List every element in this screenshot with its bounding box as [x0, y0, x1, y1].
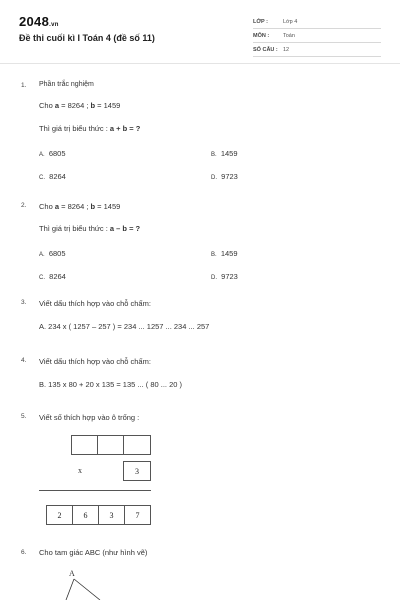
question-number: 5. — [21, 413, 27, 420]
header-divider — [0, 63, 400, 64]
variable-a: a — [54, 101, 60, 110]
question-prompt: Viết dấu thích hợp vào chỗ chấm: — [39, 357, 151, 366]
given-a-value: = 8264 ; — [59, 101, 91, 110]
option-letter: C. — [39, 175, 45, 181]
question-prompt: Viết dấu thích hợp vào chỗ chấm: — [39, 299, 151, 308]
given-b-value: = 1459 — [95, 202, 121, 211]
site-logo[interactable] — [19, 14, 59, 29]
option-c[interactable] — [39, 272, 66, 281]
result-digit: 2 — [57, 510, 62, 520]
option-value: 6805 — [48, 249, 66, 258]
given-values — [39, 202, 120, 211]
question-count-label: SỐ CÂU : — [253, 47, 278, 53]
triangle-side-right — [74, 579, 100, 600]
result-divider — [39, 490, 151, 491]
result-digit-box — [124, 505, 151, 525]
given-prefix: Cho — [39, 101, 55, 110]
option-c[interactable] — [39, 172, 66, 181]
prompt-text: Thì giá trị biểu thức : — [39, 124, 110, 133]
option-value: 9723 — [221, 272, 238, 281]
option-letter: D. — [211, 175, 217, 181]
option-a[interactable] — [39, 149, 66, 158]
exam-header — [0, 0, 400, 62]
question-count-field — [253, 44, 381, 57]
question-count-value: 12 — [283, 47, 290, 53]
subject-value: Toán — [283, 33, 295, 39]
option-value: 1459 — [220, 249, 238, 258]
blank-digit-box[interactable] — [97, 435, 124, 455]
expression: a + b = ? — [109, 124, 141, 133]
option-b[interactable] — [211, 249, 238, 258]
vertex-label-a: A — [69, 569, 75, 578]
subject-field — [253, 30, 381, 43]
question-prompt: Viết số thích hợp vào ô trống : — [39, 413, 140, 422]
triangle-side-left — [66, 579, 74, 600]
exam-title: Đề thi cuối kì I Toán 4 (đề số 11) — [19, 33, 155, 43]
variable-b: b — [90, 101, 96, 110]
class-field — [253, 16, 381, 29]
class-label: LỚP : — [253, 19, 268, 25]
option-d[interactable] — [211, 272, 238, 281]
result-digit: 3 — [109, 510, 114, 520]
option-d[interactable] — [211, 172, 238, 181]
given-b-value: = 1459 — [95, 101, 121, 110]
option-letter: A. — [39, 252, 45, 258]
option-value: 9723 — [221, 172, 238, 181]
variable-b: b — [90, 202, 96, 211]
given-values — [39, 101, 120, 110]
option-letter: C. — [39, 275, 45, 281]
section-title: Phần trắc nghiệm — [39, 81, 94, 88]
multiplier-box — [123, 461, 151, 481]
expression: a – b = ? — [109, 224, 141, 233]
comparison-line: B. 135 x 80 + 20 x 135 = 135 ... ( 80 ... 20 ) — [39, 380, 183, 389]
comparison-line: A. 234 x ( 1257 – 257 ) = 234 ... 1257 ... 234 ... 257 — [39, 322, 210, 331]
option-value: 8264 — [49, 272, 66, 281]
result-digit: 6 — [83, 510, 88, 520]
question-number: 4. — [21, 357, 27, 364]
given-prefix: Cho — [39, 202, 55, 211]
option-value: 1459 — [220, 149, 238, 158]
subject-label: MÔN : — [253, 33, 270, 39]
question-number: 1. — [21, 82, 27, 89]
class-value: Lớp 4 — [283, 19, 298, 25]
result-digit-box — [98, 505, 125, 525]
prompt-text: Thì giá trị biểu thức : — [39, 224, 110, 233]
option-letter: B. — [211, 152, 217, 158]
result-digit-box — [72, 505, 99, 525]
option-value: 8264 — [49, 172, 66, 181]
blank-digit-box[interactable] — [71, 435, 98, 455]
question-number: 2. — [21, 202, 27, 209]
question-number: 3. — [21, 299, 27, 306]
question-number: 6. — [21, 549, 27, 556]
question-prompt — [39, 124, 140, 133]
given-a-value: = 8264 ; — [59, 202, 91, 211]
option-letter: B. — [211, 252, 217, 258]
question-prompt: Cho tam giác ABC (như hình vẽ) — [39, 548, 148, 557]
multiplier-value: 3 — [135, 466, 139, 476]
question-prompt — [39, 224, 140, 233]
multiply-sign: x — [78, 466, 82, 475]
blank-digit-box[interactable] — [123, 435, 151, 455]
option-letter: D. — [211, 275, 217, 281]
result-digit-box — [46, 505, 73, 525]
variable-a: a — [54, 202, 60, 211]
option-value: 6805 — [48, 149, 66, 158]
logo-suffix: .vn — [49, 22, 59, 28]
option-a[interactable] — [39, 249, 66, 258]
triangle-figure — [60, 578, 120, 600]
option-b[interactable] — [211, 149, 238, 158]
result-digit: 7 — [135, 510, 140, 520]
logo-text: 2048 — [19, 14, 50, 29]
option-letter: A. — [39, 152, 45, 158]
